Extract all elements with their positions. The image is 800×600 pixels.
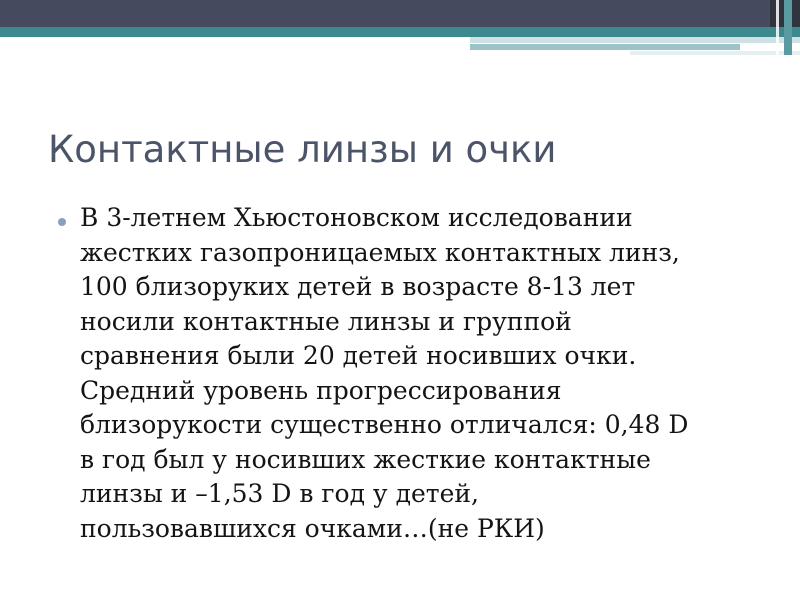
bullet-line: Средний уровень прогрессирования	[80, 375, 562, 405]
bullet-line: В 3-летнем Хьюстоновском исследовании	[80, 203, 633, 232]
bullet-line: жестких газопроницаемых контактных линз,	[80, 237, 680, 267]
header-banner-dark	[0, 0, 770, 27]
decorative-stripe	[630, 51, 800, 55]
bullet-line: 100 близоруких детей в возрасте 8-13 лет	[80, 272, 636, 301]
bullet-line: близорукости существенно отличался: 0,48 D	[80, 410, 689, 439]
bullet-line: в год был у носивших жесткие контактные	[80, 444, 651, 474]
decorative-stripe	[470, 37, 800, 43]
bullet-line: пользовавшихся очками…(не РКИ)	[80, 513, 545, 543]
decorative-stripe	[470, 44, 740, 50]
decorative-accent	[776, 0, 779, 55]
header-banner-teal	[0, 27, 800, 37]
bullet-line: носили контактные линзы и группой	[80, 306, 572, 336]
decorative-accent	[784, 0, 792, 55]
bullet-text	[80, 201, 750, 546]
bullet-list	[50, 201, 750, 546]
slide-title: Контактные линзы и очки	[48, 128, 557, 171]
bullet-dot-icon	[58, 218, 66, 226]
bullet-line: линзы и –1,53 D в год у детей,	[80, 479, 479, 508]
bullet-item	[50, 201, 750, 546]
bullet-line: сравнения были 20 детей носивших очки.	[80, 341, 637, 370]
